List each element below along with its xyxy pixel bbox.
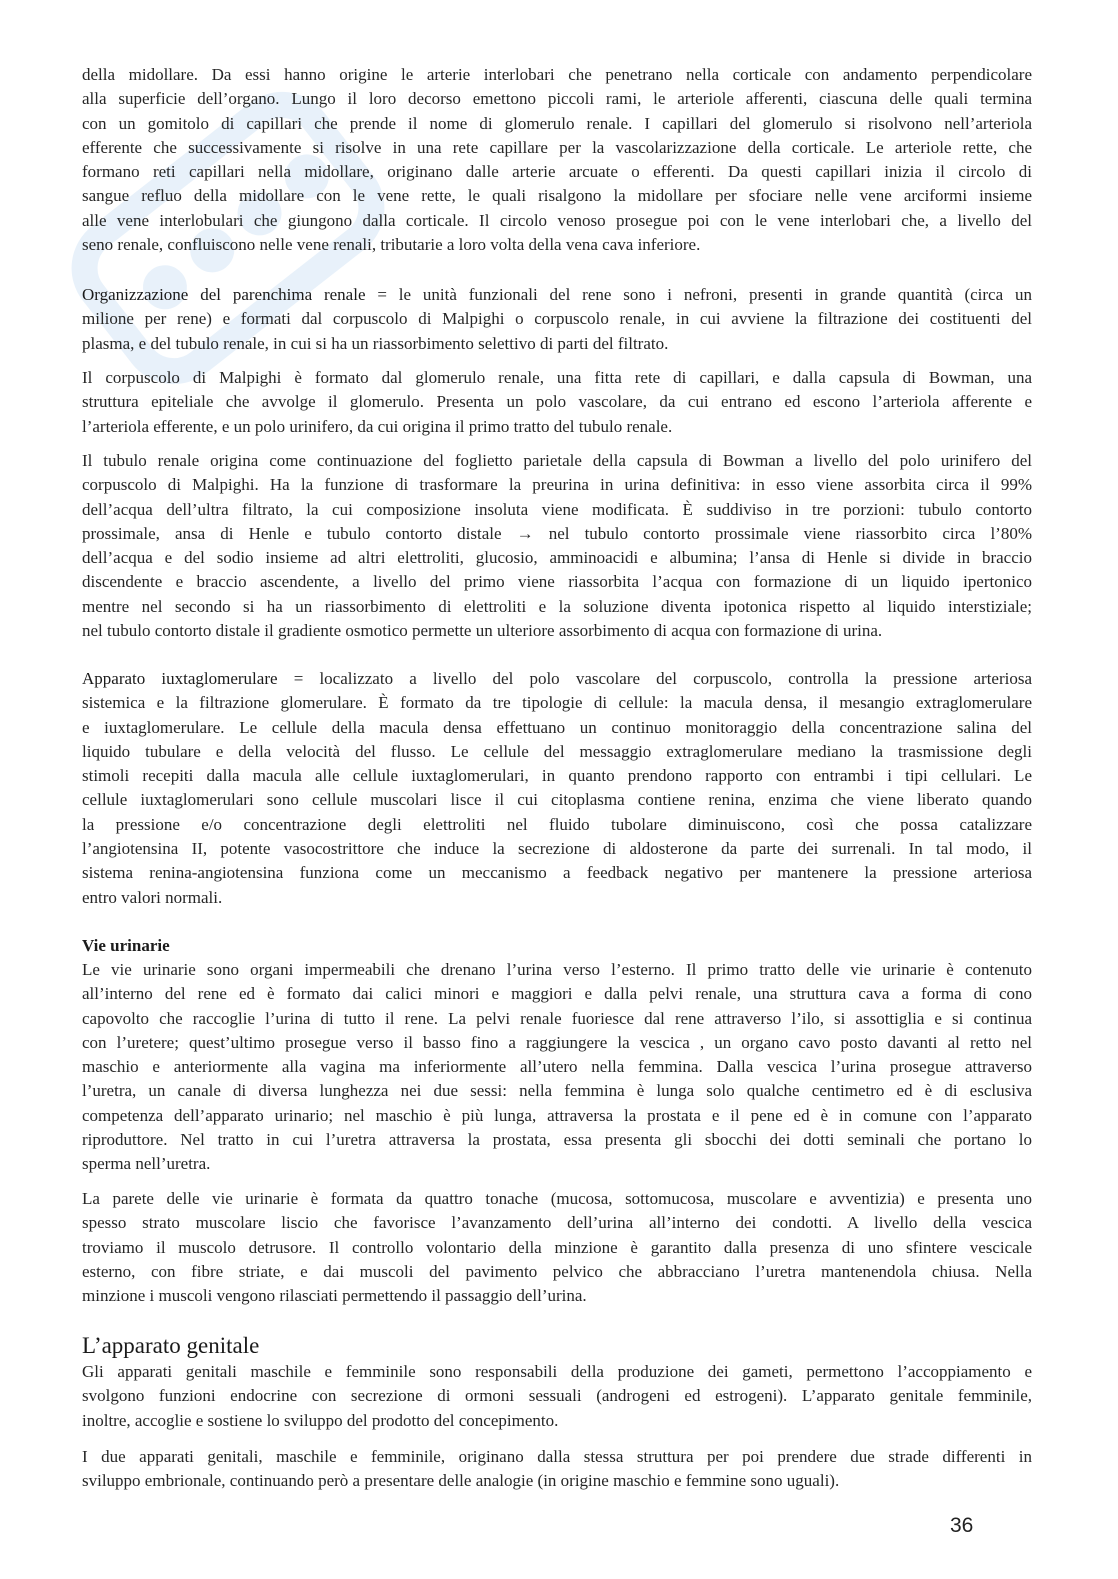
text-line: struttura epiteliale che avvolge il glomerulo. Presenta un polo vascolare, da cui entrano ed escono l’arteriola afferente e (82, 392, 1032, 412)
text-line: plasma, e del tubulo renale, in cui si ha un riassorbimento selettivo di parti del filtrato. (82, 333, 669, 353)
term-label: Apparato iuxtaglomerulare (82, 669, 278, 688)
text-line: La parete delle vie urinarie è formata da quattro tonache (mucosa, sottomucosa, muscolare e avventizia) e presenta uno (82, 1189, 1032, 1208)
paragraph-renal-tubule (82, 449, 1032, 643)
text-line: Il corpuscolo di Malpighi è formato dal glomerulo renale, una fitta rete di capillari, e dalla capsula di Bowman, una (82, 368, 1032, 387)
paragraph-genital-origin (82, 1445, 1032, 1494)
text-line: svolgono funzioni endocrine con secrezione di ormoni sessuali (androgeni ed estrogeni). L’apparato genitale femminile, (82, 1386, 1032, 1406)
text-line: con un gomitolo di capillari che prende il nome di glomerulo renale. I capillari del glomerulo si risolvono nell’arteriola (82, 113, 1032, 133)
paragraph-juxtaglomerular-apparatus (82, 667, 1032, 910)
text-line: sviluppo embrionale, continuando però a presentare delle analogie (in origine maschio e femmine sono uguali). (82, 1471, 840, 1491)
section-heading-vie-urinarie: Vie urinarie (82, 936, 170, 955)
text-line: cellule iuxtaglomerulari sono cellule muscolari lisce il cui citoplasma contiene renina, enzima che viene liberato quando (82, 790, 1032, 810)
text-line: l’arteriola efferente, e un polo urinifero, da cui origina il primo tratto del tubulo renale. (82, 416, 673, 436)
text-line: all’interno del rene ed è formato dai calici minori e maggiori e dalla pelvi renale, una struttura cava a forma di cono (82, 984, 1032, 1004)
text-line: con l’uretere; quest’ultimo prosegue verso il basso fino a raggiungere la vescica , un organo cavo posto davanti al retto nel (82, 1032, 1032, 1052)
text-line: corpuscolo di Malpighi. Ha la funzione di trasformare la preurina in urina definitiva: in esso viene assorbita circa il 99% (82, 475, 1032, 495)
text-line: dell’acqua e del sodio insieme ad altri elettroliti, glucosio, amminoacidi e albumina; l’ansa di Henle si divide in braccio (82, 548, 1032, 568)
page-number: 36 (950, 1514, 974, 1537)
text-line: formano reti capillari nella midollare, originano dalle arterie arcuate o efferenti. Da questi capillari inizia il circolo di (82, 162, 1032, 182)
text-line: spesso strato muscolare liscio che favorisce l’avanzamento dell’urina all’interno dei condotti. A livello della vescica (82, 1213, 1032, 1233)
text-line: competenza dell’apparato urinario; nel maschio è più lunga, attraversa la prostata e il pene ed è in comune con l’apparato (82, 1105, 1032, 1125)
text-line: Il tubulo renale origina come continuazione del foglietto parietale della capsula di Bowman a livello del polo urinifero del (82, 451, 1032, 470)
text-line: stimoli recepiti dalla macula alle cellule iuxtaglomerulari, in quanto prendono rapporto con entrambi i tipi cellulari. Le (82, 766, 1032, 786)
text-line: capovolto che raccoglie l’urina di tutto il rene. La pelvi renale fuoriesce dal rene attraverso l’ilo, si assottiglia e si continua (82, 1008, 1032, 1028)
text-line: inoltre, accoglie e sostiene lo sviluppo del prodotto del concepimento. (82, 1410, 559, 1430)
text-line: nel tubulo contorto distale il gradiente osmotico permette un ulteriore assorbimento di acqua con formazione di urina. (82, 621, 883, 641)
text-line: troviamo il muscolo detrusore. Il controllo volontario della minzione è garantito dalla presenza di uno sfintere vescicale (82, 1237, 1032, 1257)
text-line: entro valori normali. (82, 887, 223, 907)
text-line: alla superficie dell’organo. Lungo il loro decorso emettono piccoli rami, le arteriole afferenti, ciascuna delle quali termina (82, 89, 1032, 109)
text-line: l’angiotensina II, potente vasocostrittore che induce la secrezione di aldosterone da parte dei surrenali. In tal modo, il (82, 839, 1032, 859)
text-line: sangue refluo della midollare con le vene rette, le quali risalgono la midollare per sfociare nelle vene arciformi insieme (82, 186, 1032, 206)
paragraph-genital-function (82, 1360, 1032, 1433)
text-line: liquido tubulare e della velocità del flusso. Le cellule del messaggio extraglomerulare mediano la trasmissione degli (82, 741, 1032, 761)
text-line (82, 283, 1032, 307)
term-label: Organizzazione del parenchima renale (82, 285, 366, 304)
paragraph-urinary-tract (82, 958, 1032, 1177)
term-definition: = le unità funzionali del rene sono i nefroni, presenti in grande quantità (circa un (377, 285, 1033, 304)
text-line: sistema renina-angiotensina funziona come un meccanismo a feedback negativo per mantenere la pressione arteriosa (82, 863, 1032, 883)
text-line: alle vene interlobulari che giungono dalla corticale. Il circolo venoso prosegue poi con le vene interlobari che, a livello del (82, 210, 1032, 230)
paragraph-urinary-wall (82, 1187, 1032, 1308)
text-line: seno renale, confluiscono nelle vene renali, tributarie a loro volta della vena cava inferiore. (82, 235, 701, 255)
text-line: dell’acqua dell’ultra filtrato, la cui composizione insoluta viene modificata. È suddiviso in tre porzioni: tubulo contorto (82, 499, 1032, 519)
text-line: milione per rene) e formati dal corpuscolo di Malpighi o corpuscolo renale, in cui avviene la filtrazione dei costituenti del (82, 309, 1032, 329)
text-line: minzione i muscoli vengono rilasciati permettendo il passaggio dell’urina. (82, 1286, 587, 1306)
text-line: e iuxtaglomerulare. Le cellule della macula densa effettuano un continuo monitoraggio della concentrazione salina del (82, 717, 1032, 737)
text-line: discendente e braccio ascendente, a livello del primo viene riassorbita l’acqua con formazione di un liquido ipertonico (82, 572, 1032, 592)
term-definition: = localizzato a livello del polo vascolare del corpuscolo, controlla la pressione arteriosa (293, 669, 1033, 688)
paragraph-malpighi-corpuscle (82, 366, 1032, 439)
paragraph-parenchyma-organization (82, 283, 1032, 356)
text-line: sperma nell’uretra. (82, 1154, 211, 1174)
text-line: efferente che successivamente si risolve in una rete capillare per la vascolarizzazione della corticale. Le arteriole rette, che (82, 137, 1032, 157)
text-line: mentre nel secondo si ha un riassorbimento di elettroliti e la soluzione diventa ipotonica rispetto al liquido interstiziale; (82, 596, 1032, 616)
text-line: esterno, con fibre striate, e dai muscoli del pavimento pelvico che abbracciano l’uretra mantenendola chiusa. Nella (82, 1261, 1032, 1281)
section-heading-apparato-genitale: L’apparato genitale (82, 1333, 260, 1358)
text-line: maschio e anteriormente alla vagina ma inferiormente all’utero nella femmina. Dalla vescica l’urina prosegue attraverso (82, 1057, 1032, 1077)
text-line (82, 667, 1032, 691)
text-line: riproduttore. Nel tratto in cui l’uretra attraversa la prostata, essa presenta gli sbocchi dei dotti seminali che portano lo (82, 1130, 1032, 1150)
text-line: Le vie urinarie sono organi impermeabili che drenano l’urina verso l’esterno. Il primo tratto delle vie urinarie è contenuto (82, 960, 1032, 979)
paragraph-renal-vascularization (82, 63, 1032, 257)
text-line: la pressione e/o concentrazione degli elettroliti nel fluido tubolare diminuiscono, così che possa catalizzare (82, 814, 1032, 834)
text-line: I due apparati genitali, maschile e femminile, originano dalla stessa struttura per poi prendere due strade differenti in (82, 1447, 1032, 1466)
text-line: sistemica e la filtrazione glomerulare. È formato da tre tipologie di cellule: la macula densa, il mesangio extraglomerulare (82, 693, 1032, 713)
text-line: l’uretra, un canale di diversa lunghezza nei due sessi: nella femmina è lunga solo qualche centimetro ed è di esclusiva (82, 1081, 1032, 1101)
text-line: prossimale, ansa di Henle e tubulo contorto distale → nel tubulo contorto prossimale viene riassorbito circa l’80% (82, 523, 1032, 543)
text-line: della midollare. Da essi hanno origine le arterie interlobari che penetrano nella corticale con andamento perpendicolare (82, 65, 1032, 84)
text-line: Gli apparati genitali maschile e femminile sono responsabili della produzione dei gameti, permettono l’accoppiamento e (82, 1362, 1032, 1381)
